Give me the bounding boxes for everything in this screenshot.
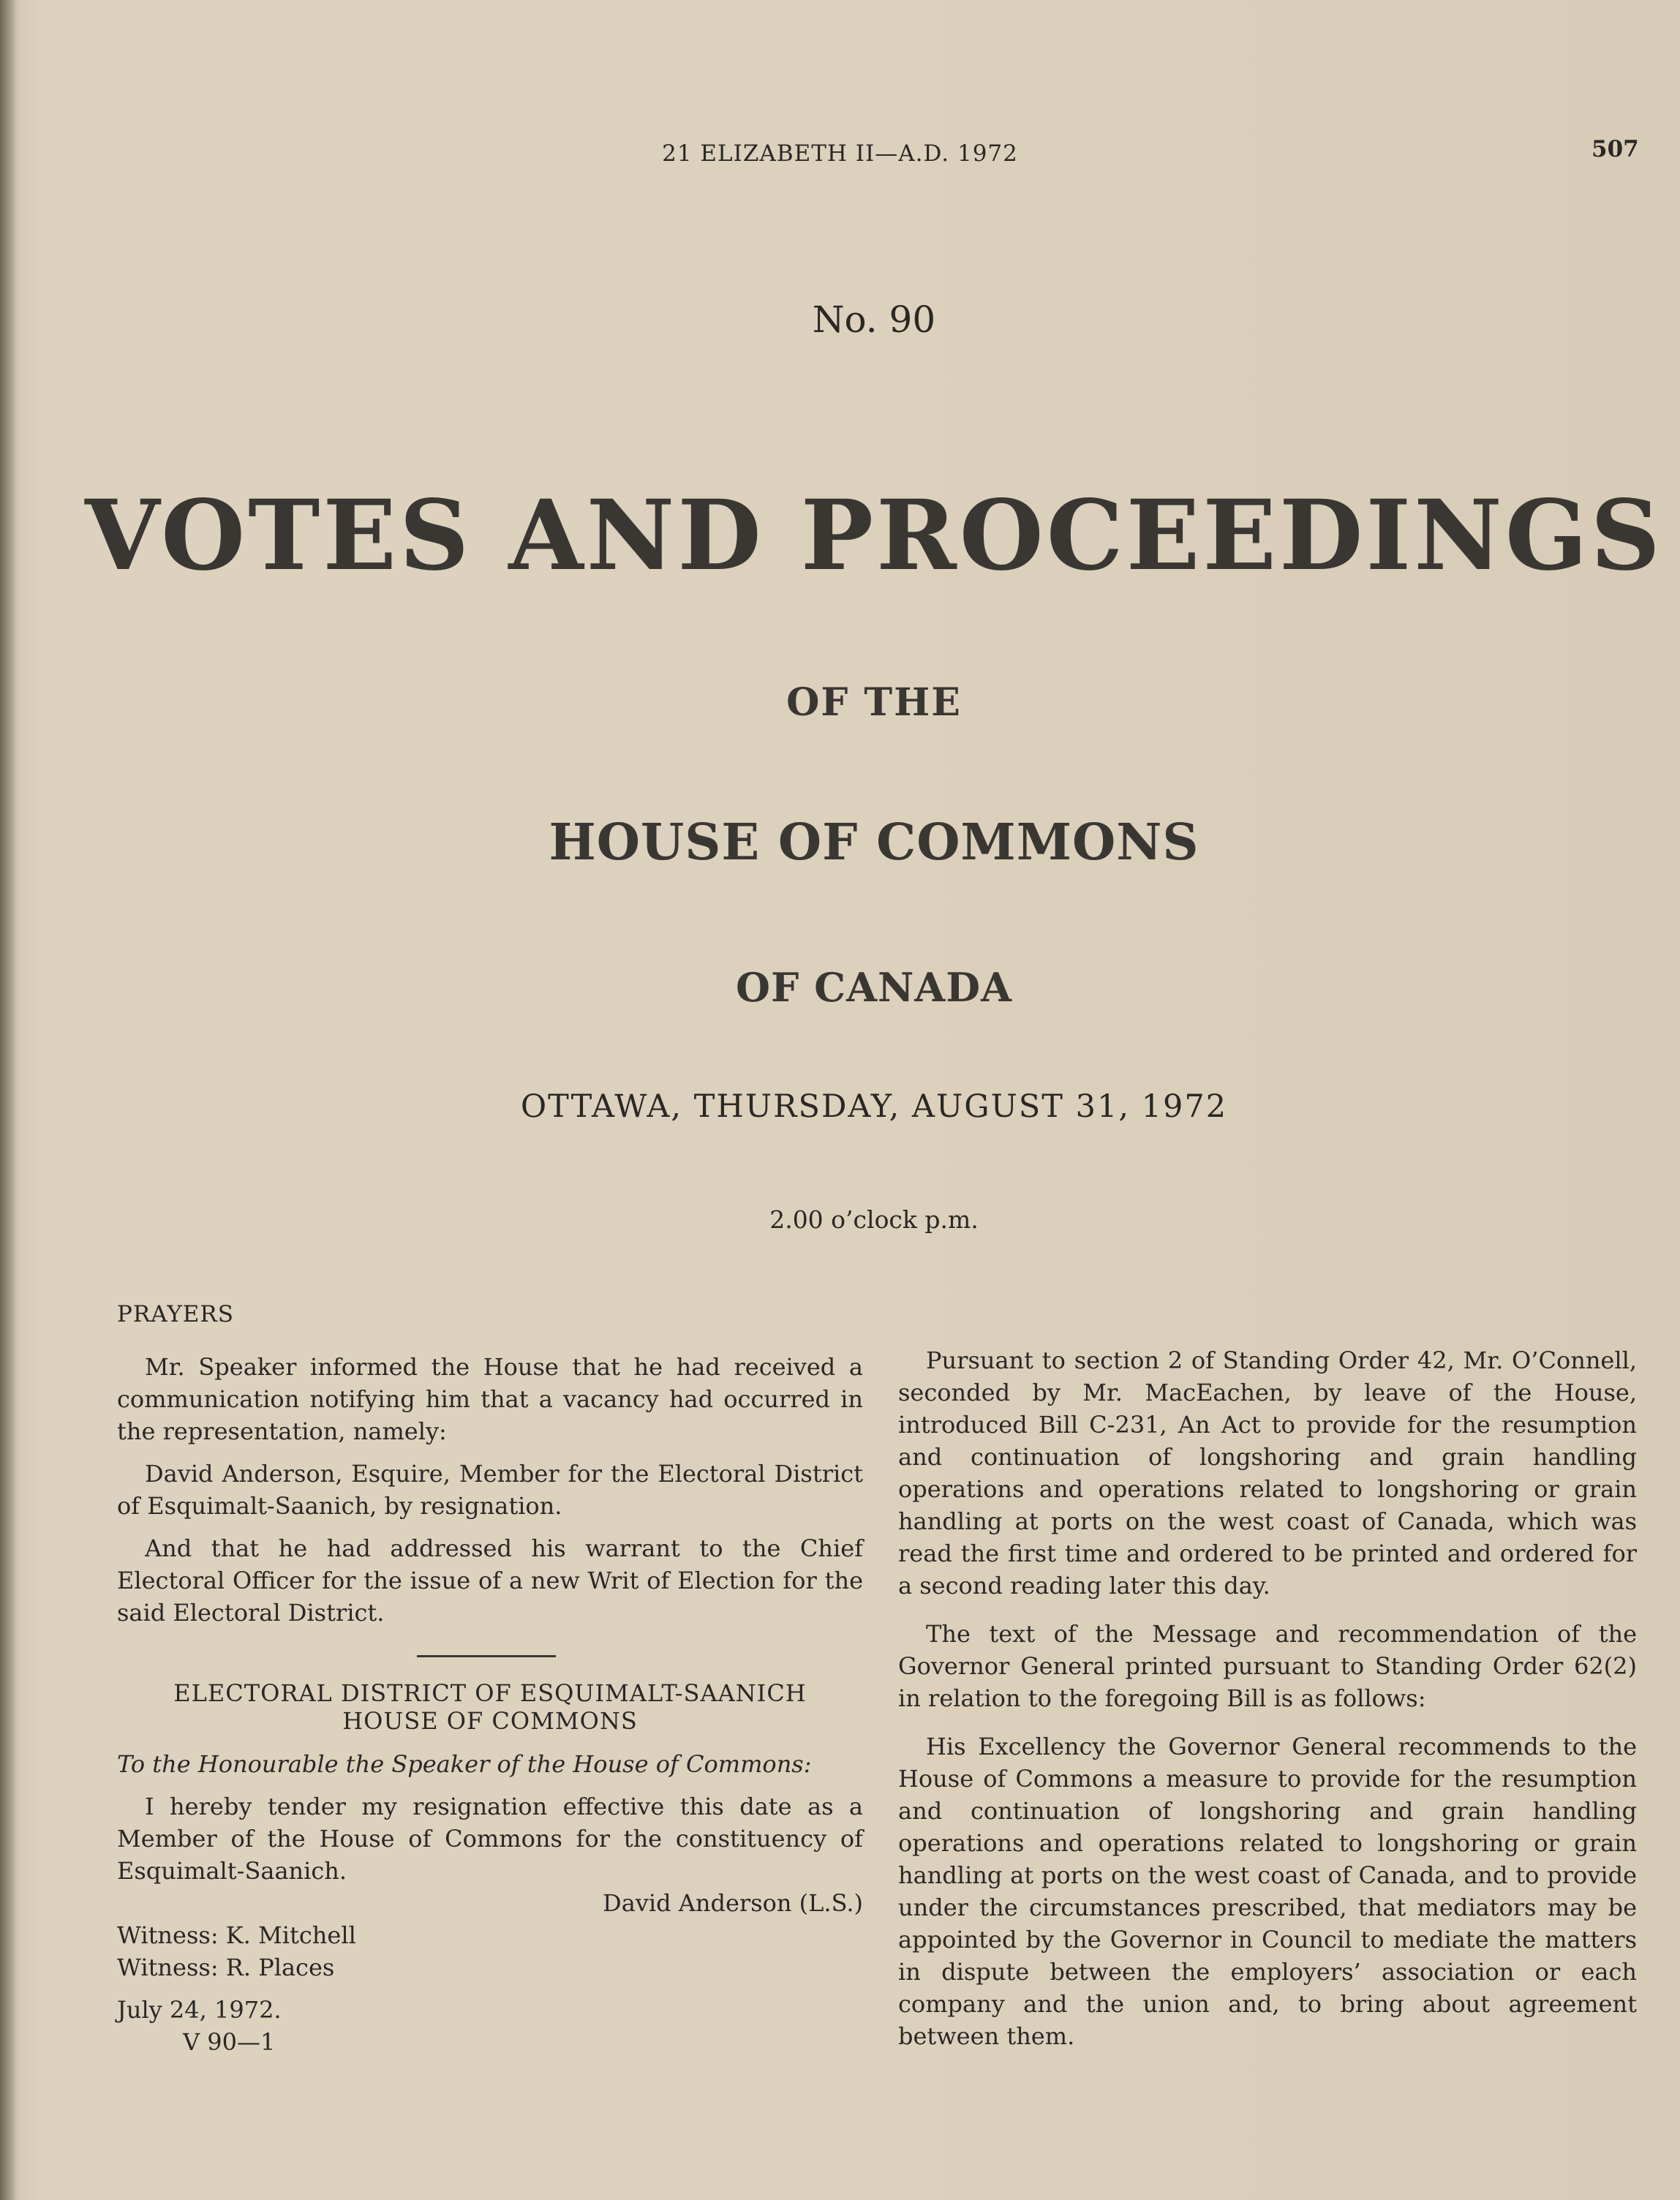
bill-introduction-paragraph: Pursuant to section 2 of Standing Order 42, Mr. O’Connell, seconded by Mr. MacEachen, by leave of the House, introduced Bill C-231, An Act to provide for the resumption and continuation of longshoring and grain handling operations and operations related to longshoring or grain handling at ports on the west coast of Canada, which was read the first time and ordered to be printed and ordered for a second reading later this day. — [898, 1346, 1637, 1600]
subtitle-house: HOUSE OF COMMONS — [549, 813, 1199, 872]
letter-heading-house: HOUSE OF COMMONS — [342, 1707, 638, 1735]
letter-date: July 24, 1972. — [117, 1996, 282, 2024]
left-column — [117, 1298, 863, 2058]
prayers-heading: PRAYERS — [117, 1301, 235, 1327]
issue-number: No. 90 — [812, 298, 936, 341]
letter-salutation: To the Honourable the Speaker of the House of Commons: — [117, 1750, 812, 1778]
message-intro-paragraph: The text of the Message and recommendation of the Governor General printed pursuant to Standing Order 62(2) in relation to the foregoing Bill is as follows: — [898, 1620, 1637, 1712]
member-paragraph: David Anderson, Esquire, Member for the Electoral District of Esquimalt-Saanich, by resignation. — [117, 1460, 863, 1520]
resignation-letter-body: I hereby tender my resignation effective this date as a Member of the House of Commons for the constituency of Esquimalt-Saanich. — [117, 1793, 863, 1885]
section-divider — [417, 1655, 556, 1657]
letter-heading-district: ELECTORAL DISTRICT OF ESQUIMALT-SAANICH — [173, 1679, 807, 1707]
right-column — [898, 1344, 1637, 2052]
witness-line-1: Witness: K. Mitchell — [117, 1921, 356, 1949]
running-head: 21 ELIZABETH II—A.D. 1972 — [662, 140, 1018, 167]
subtitle-of-the: OF THE — [786, 680, 962, 725]
page-title: VOTES AND PROCEEDINGS — [85, 479, 1663, 592]
recommendation-paragraph: His Excellency the Governor General recommends to the House of Commons a measure to provide for the resumption and continuation of longshoring and grain handling operations and operations related to longshoring or grain handling at ports on the west coast of Canada, and to provide under the circumstances prescribed, that mediators may be appointed by the Governor in Council to mediate the matters in dispute between the employers’ association or each company and the union and, to bring about agreement between them. — [898, 1733, 1637, 2050]
warrant-paragraph: And that he had addressed his warrant to the Chief Electoral Officer for the issue of a new Writ of Election for the said Electoral District. — [117, 1534, 863, 1627]
sitting-time: 2.00 o’clock p.m. — [769, 1205, 979, 1234]
witness-line-2: Witness: R. Places — [117, 1954, 335, 1981]
letter-signature: David Anderson (L.S.) — [603, 1889, 863, 1917]
page-number: 507 — [1592, 136, 1639, 162]
vacancy-paragraph: Mr. Speaker informed the House that he had received a communication notifying him that a vacancy had occurred in the representation, namely: — [117, 1353, 863, 1445]
dateline: OTTAWA, THURSDAY, AUGUST 31, 1972 — [520, 1088, 1228, 1125]
signature-mark: V 90—1 — [183, 2028, 276, 2056]
subtitle-of-canada: OF CANADA — [735, 964, 1013, 1011]
